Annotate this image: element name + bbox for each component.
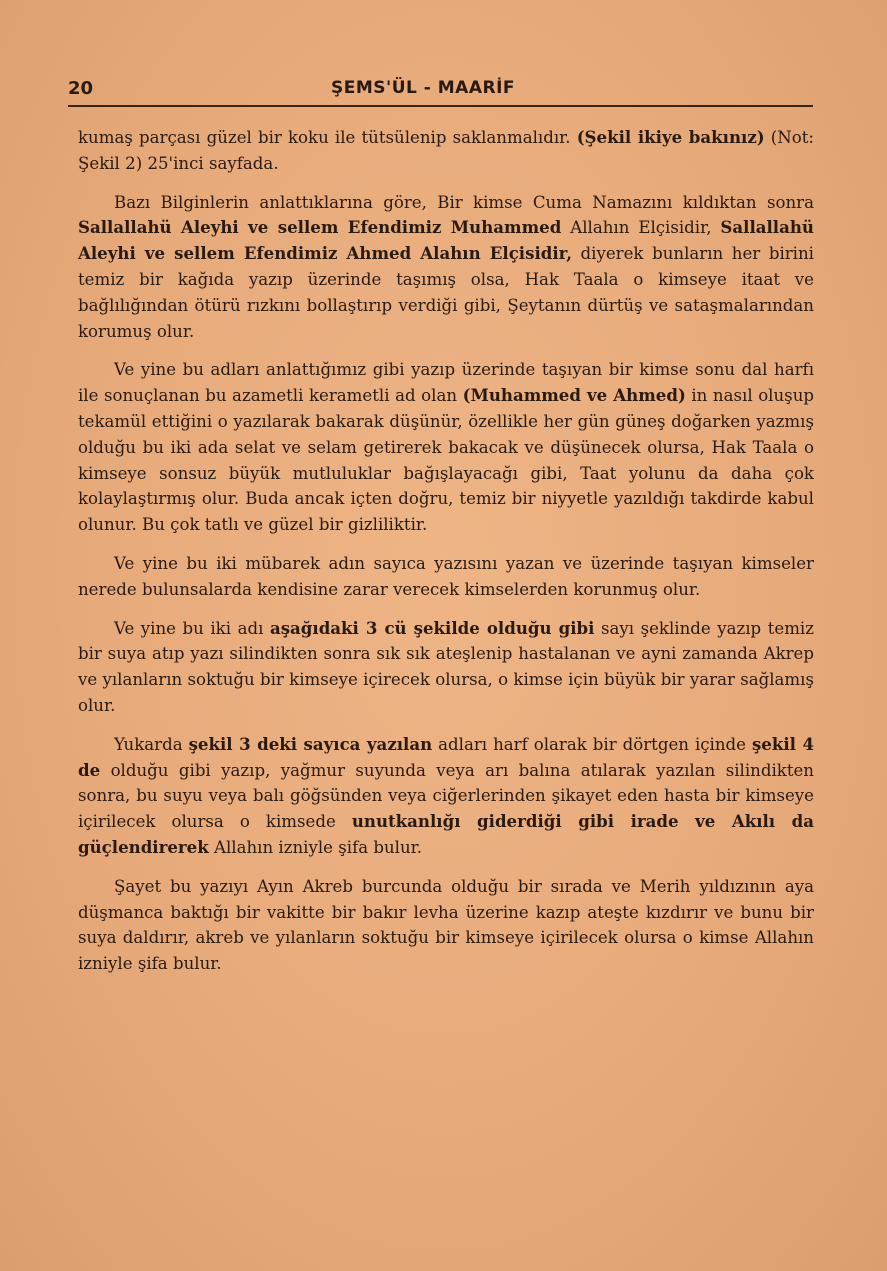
header-divider — [68, 105, 813, 107]
text-run: sayı şeklinde yazıp temiz bir suya atıp yazı silindikten sonra sık sık ateşlenip hastalanan ve ayni zamanda Akrep ve yılanların soktuğu bir kimseye içirecek olursa, o kimse için büyük bir yarar sağlamış olur. — [78, 618, 814, 715]
text-run: Ve yine bu iki mübarek adın sayıca yazısını yazan ve üzerinde taşıyan kimseler nerede bulunsalarda kendisine zarar verecek kimselerden korunmuş olur. — [78, 553, 814, 599]
paragraph-5 — [78, 616, 814, 719]
text-run: (Not: Şekil 2) 25'inci sayfada. — [78, 128, 814, 173]
paragraph-7 — [78, 874, 814, 977]
paragraph-1 — [78, 125, 814, 177]
bold-phrase: (Şekil ikiye bakınız) — [576, 127, 765, 147]
bold-phrase: aşağıdaki 3 cü şekilde olduğu gibi — [269, 617, 595, 638]
text-run: Ve yine bu adları anlattığımız gibi yazıp üzerinde taşıyan bir kimse sonu dal harfı ile sonuçlanan bu azametli kerametli ad olan — [78, 360, 814, 406]
bold-phrase: (Muhammed ve Ahmed) — [462, 385, 686, 406]
bold-phrase: şekil 3 deki sayıca yazılan — [188, 733, 433, 754]
text-run: kumaş parçası güzel bir koku ile tütsülenip saklanmalıdır. — [78, 128, 577, 147]
text-run: Allahın Elçisidir, — [561, 218, 721, 238]
bold-phrase: unutkanlığı giderdiği gibi irade ve Akılı da güçlendirerek — [78, 811, 815, 857]
body-text — [78, 125, 814, 990]
text-run: diyerek bunların her birini temiz bir kağıda yazıp üzerinde taşımış olsa, Hak Taala o kimseye itaat ve bağlılığından ötürü rızkını bollaştırıp verdiği gibi, Şeytanın dürtüş ve sataşmalarından korumuş olur. — [78, 244, 814, 341]
page-number: 20 — [68, 78, 94, 99]
page-header — [68, 76, 813, 102]
paragraph-2 — [78, 190, 814, 345]
text-run: Ve yine bu iki adı — [114, 618, 270, 638]
text-run: Bazı Bilginlerin anlattıklarına göre, Bir kimse Cuma Namazını kıldıktan sonra — [114, 192, 814, 212]
bold-phrase: şekil 4 de — [78, 733, 815, 780]
bold-phrase: Sallallahü Aleyhi ve sellem Efendimiz Ahmed Alahın Elçisidir, — [78, 217, 814, 264]
paragraph-3 — [78, 357, 814, 538]
paragraph-6 — [78, 732, 814, 861]
text-run: adları harf olarak bir dörtgen içinde — [432, 734, 752, 754]
text-run: Yukarda — [114, 734, 189, 754]
bold-phrase: Sallallahü Aleyhi ve sellem Efendimiz Muhammed — [78, 217, 562, 238]
text-run: olduğu gibi yazıp, yağmur suyunda veya arı balına atılarak yazılan silindikten sonra, bu suyu veya balı göğsünden veya ciğerlerinden şikayet eden hasta bir kimseye içirilecek olursa o kimsede — [78, 760, 814, 832]
running-title: ŞEMS'ÜL - MAARİF — [331, 78, 516, 98]
text-run: Allahın izniyle şifa bulur. — [208, 837, 423, 857]
text-run: Şayet bu yazıyı Ayın Akreb burcunda olduğu bir sırada ve Merih yıldızının aya düşmanca baktığı bir vakitte bir bakır levha üzerine kazıp ateşte kızdırır ve bunu bir suya daldırır, akreb ve yılanların soktuğu bir kimseye içirilecek olursa o kimse Allahın izniyle şifa bulur. — [78, 876, 814, 974]
text-run: in nasıl oluşup tekamül ettiğini o yazılarak bakarak düşünür, özellikle her gün güneş doğarken yazmış olduğu bu iki ada selat ve selam getirerek bakacak ve düşünecek olursa, Hak Taala o kimseye sonsuz büyük mutluluklar bağışlayacağı gibi, Taat yolunu da daha çok kolaylaştırmış olur. Buda ancak içten doğru, temiz bir niyyetle yazıldığı takdirde kabul olunur. Bu çok tatlı ve güzel bir gizliliktir. — [78, 386, 815, 535]
paragraph-4 — [78, 551, 814, 603]
